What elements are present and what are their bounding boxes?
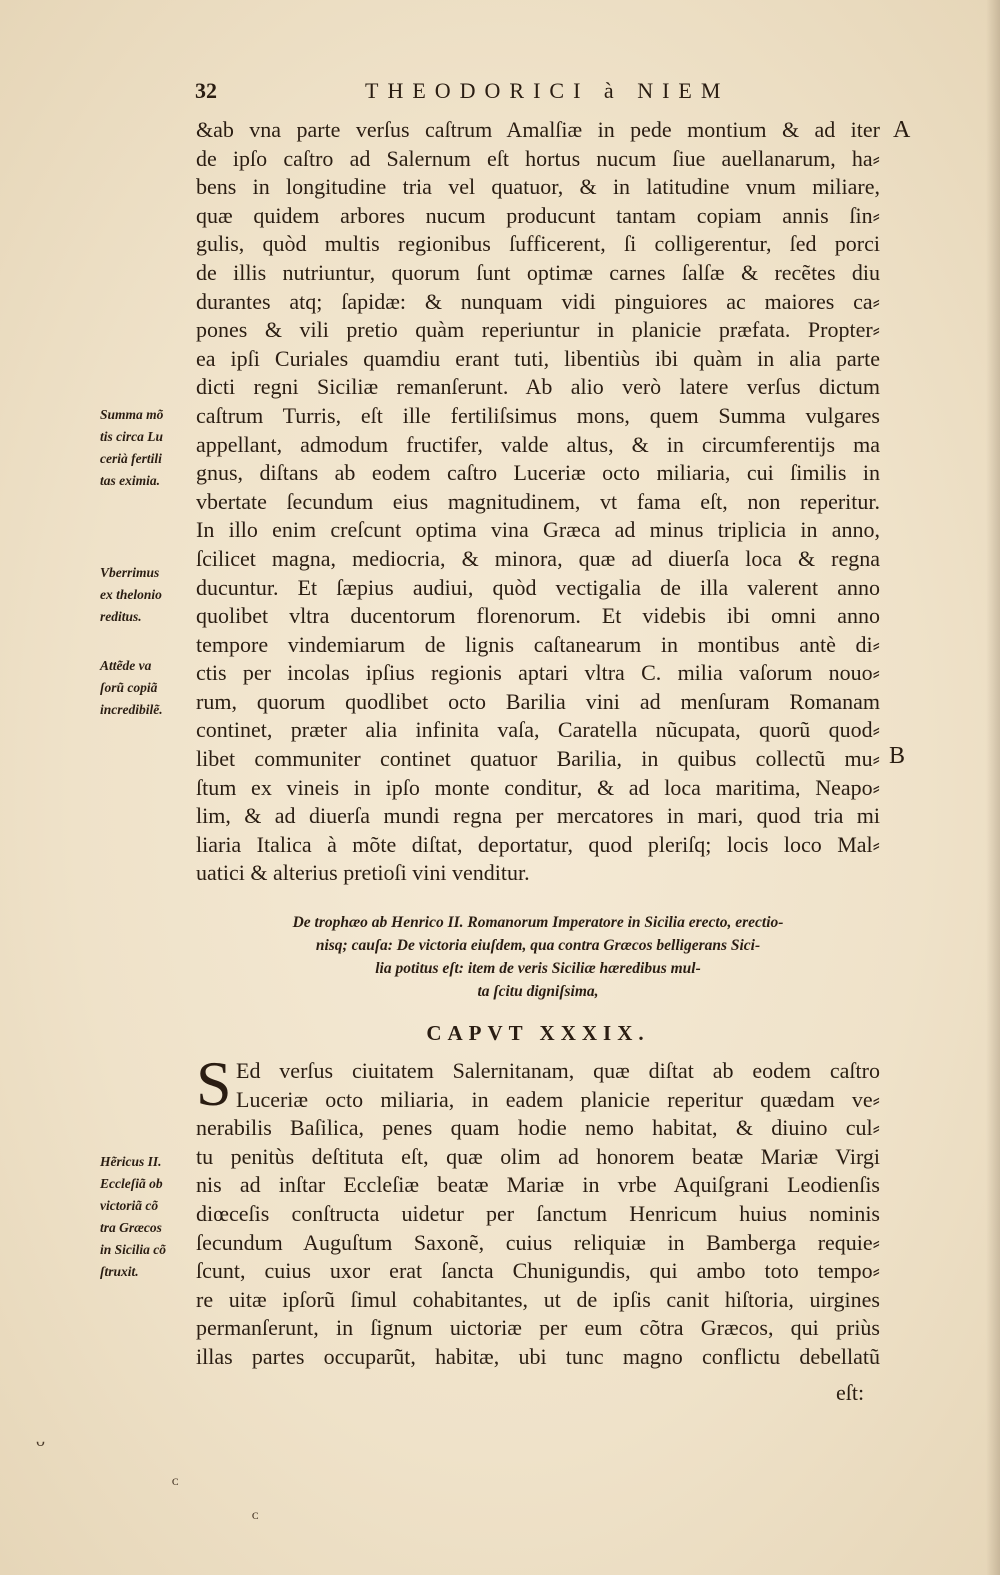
body-line: caſtrum Turris, eſt ille fertiliſsimus mons, quem Summa vulgares xyxy=(196,402,880,428)
chapter-line: illas partes occuparũt, habitæ, ubi tunc magno conflictu debellatũ xyxy=(196,1343,880,1369)
section-letter-b: B xyxy=(889,743,906,769)
margin-note xyxy=(100,1151,195,1283)
body-line: ſtum ex vineis in ipſo monte conditur, & ad loca maritima, Neapo⸗ xyxy=(196,774,880,800)
body-line: rum, quorum quodlibet octo Barilia vini ad menſuram Romanam xyxy=(196,688,880,714)
body-line: gulis, quòd multis regionibus ſufficerent, ſi colligerentur, ſed porci xyxy=(196,231,880,257)
chapter-line: nis ad inſtar Eccleſiæ beatæ Mariæ in vrbe Aquiſgrani Leodienſis xyxy=(196,1172,880,1198)
margin-note-line: reditus. xyxy=(100,609,142,624)
body-line: de illis nutriuntur, quorum ſunt optimæ carnes ſalſæ & recẽtes diu xyxy=(196,259,880,285)
margin-note-line: ex thelonio xyxy=(100,587,162,602)
catchword: eſt: xyxy=(836,1380,865,1405)
body-line: appellant, admodum fructifer, valde altus, & in circumferentijs ma xyxy=(196,431,880,457)
body-line: uatici & alterius pretioſi vini venditur. xyxy=(196,860,530,886)
margin-note-line: Eccleſiã ob xyxy=(100,1176,163,1191)
chapter-line: nerabilis Baſilica, penes quam hodie nemo habitat, & diuino cul⸗ xyxy=(196,1115,880,1141)
margin-note-line: cerià fertili xyxy=(100,451,162,466)
chapter-line: ſcunt, cuius uxor erat ſancta Chunigundis, qui ambo toto tempo⸗ xyxy=(196,1258,880,1284)
chapter-summary-heading xyxy=(196,911,880,1003)
running-title: THEODORICI à NIEM xyxy=(365,78,730,103)
margin-note-line: ſtruxit. xyxy=(100,1264,139,1279)
body-line: continet, præter alia infinita vaſa, Caratella nũcupata, quorũ quod⸗ xyxy=(196,717,880,743)
margin-note xyxy=(100,404,195,492)
body-line: dicti regni Siciliæ remanſerunt. Ab alio verò latere verſus dictum xyxy=(196,374,880,400)
body-line: ctis per incolas ipſius regionis aptari vltra C. milia vaſorum nouo⸗ xyxy=(196,660,880,686)
chapter-line: Luceriæ octo miliaria, in eadem planicie reperitur quædam ve⸗ xyxy=(236,1086,880,1112)
body-line: quolibet vltra ducentorum florenorum. Et videbis ibi omni anno xyxy=(196,603,880,629)
body-line: &ab vna parte verſus caſtrum Amalſiæ in pede montium & ad iter xyxy=(196,117,880,142)
body-line: lim, & ad diuerſa mundi regna per mercatores in mari, quod tria mi xyxy=(196,803,880,829)
page-header xyxy=(195,78,895,108)
chapter-number: CAPVT XXXIX. xyxy=(426,1021,650,1045)
section-letter-a: A xyxy=(893,117,911,143)
stray-ink-mark: ᴄ xyxy=(252,1508,259,1523)
chapter-line: Ed verſus ciuitatem Salernitanam, quæ diſtat ab eodem caſtro xyxy=(236,1058,880,1083)
body-line: ducuntur. Et ſæpius audiui, quòd vectigalia de illa valerent anno xyxy=(196,574,880,600)
chapter-summary-line: De trophæo ab Henrico II. Romanorum Imperatore in Sicilia erecto, erectio- xyxy=(292,914,784,931)
chapter-summary-line: lia potitus eſt: item de veris Siciliæ hæredibus mul- xyxy=(375,960,701,977)
chapter-line: re uitæ ipſorũ ſimul cohabitantes, ut de ipſis canit hiſtoria, uirgines xyxy=(196,1286,880,1312)
chapter-line: tu penitùs deſtituta eſt, quæ olim ad honorem beatæ Mariæ Virgi xyxy=(196,1143,880,1169)
chapter-line: permanſerunt, in ſignum uictoriæ per eum cõtra Græcos, qui priùs xyxy=(196,1315,880,1341)
margin-note xyxy=(100,562,195,628)
chapter-line: diœceſis conſtructa uidetur per ſanctum Henricum huius nominis xyxy=(196,1200,880,1226)
margin-note xyxy=(100,655,195,721)
stray-ink-mark: ᴗ xyxy=(36,1430,45,1450)
page-edge-shadow xyxy=(986,0,1000,1575)
margin-note-line: incredibilẽ. xyxy=(100,702,163,717)
chapter-summary-line: nisq; cauſa: De victoria eiuſdem, qua contra Græcos belligerans Sici- xyxy=(315,937,761,954)
margin-note-line: Summa mõ xyxy=(100,407,164,422)
margin-note-line: tis circa Lu xyxy=(100,429,163,444)
body-line: pones & vili pretio quàm reperiuntur in planicie præfata. Propter⸗ xyxy=(196,317,880,343)
body-line: durantes atq; ſapidæ: & nunquam vidi pinguiores ac maiores ca⸗ xyxy=(196,288,880,314)
chapter-line: ſecundum Auguſtum Saxonẽ, cuius reliquiæ in Bamberga requie⸗ xyxy=(196,1229,880,1255)
body-line: liaria Italica à mõte diſtat, deportatur, quod pleriſq; locis loco Mal⸗ xyxy=(196,831,880,857)
margin-note-line: tas eximia. xyxy=(100,473,160,488)
margin-note-line: in Sicilia cõ xyxy=(100,1242,167,1257)
body-line: vbertate ſecundum eius magnitudinem, vt fama eſt, non reperitur. xyxy=(196,488,880,514)
margin-note-line: ſorũ copiã xyxy=(100,680,158,695)
stray-ink-mark: ᴄ xyxy=(172,1474,179,1489)
body-line: tempore vindemiarum de lignis caſtanearum in montibus antè di⸗ xyxy=(196,631,880,657)
margin-note-line: victoriã cõ xyxy=(100,1198,159,1213)
margin-note-line: Hẽricus II. xyxy=(100,1154,162,1169)
main-body-text xyxy=(196,116,880,888)
body-line: In illo enim creſcunt optima vina Græca ad minus triplicia in anno, xyxy=(196,517,880,543)
body-line: ea ipſi Curiales quamdiu erant tuti, libentiùs ibi quàm in alia parte xyxy=(196,345,880,371)
chapter-body-text xyxy=(196,1048,880,1372)
margin-note-line: Vberrimus xyxy=(100,565,160,580)
body-line: ſcilicet magna, mediocria, & minora, quæ ad diuerſa loca & regna xyxy=(196,545,880,571)
body-line: de ipſo caſtro ad Salernum eſt hortus nucum ſiue auellanarum, ha⸗ xyxy=(196,145,880,171)
chapter-summary-line: ta ſcitu digniſsima, xyxy=(477,983,599,1000)
margin-note-line: Attẽde va xyxy=(100,658,152,673)
page-number: 32 xyxy=(195,78,217,103)
body-line: quæ quidem arbores nucum producunt tantam copiam annis ſin⸗ xyxy=(196,202,880,228)
body-line: libet communiter continet quatuor Barilia, in quibus collectũ mu⸗ xyxy=(196,746,880,772)
body-line: gnus, diſtans ab eodem caſtro Luceriæ octo miliaria, cui ſimilis in xyxy=(196,460,880,486)
margin-note-line: tra Græcos xyxy=(100,1220,162,1235)
drop-cap-initial: S xyxy=(196,1048,232,1119)
body-line: bens in longitudine tria vel quatuor, & in latitudine vnum miliare, xyxy=(196,174,880,200)
